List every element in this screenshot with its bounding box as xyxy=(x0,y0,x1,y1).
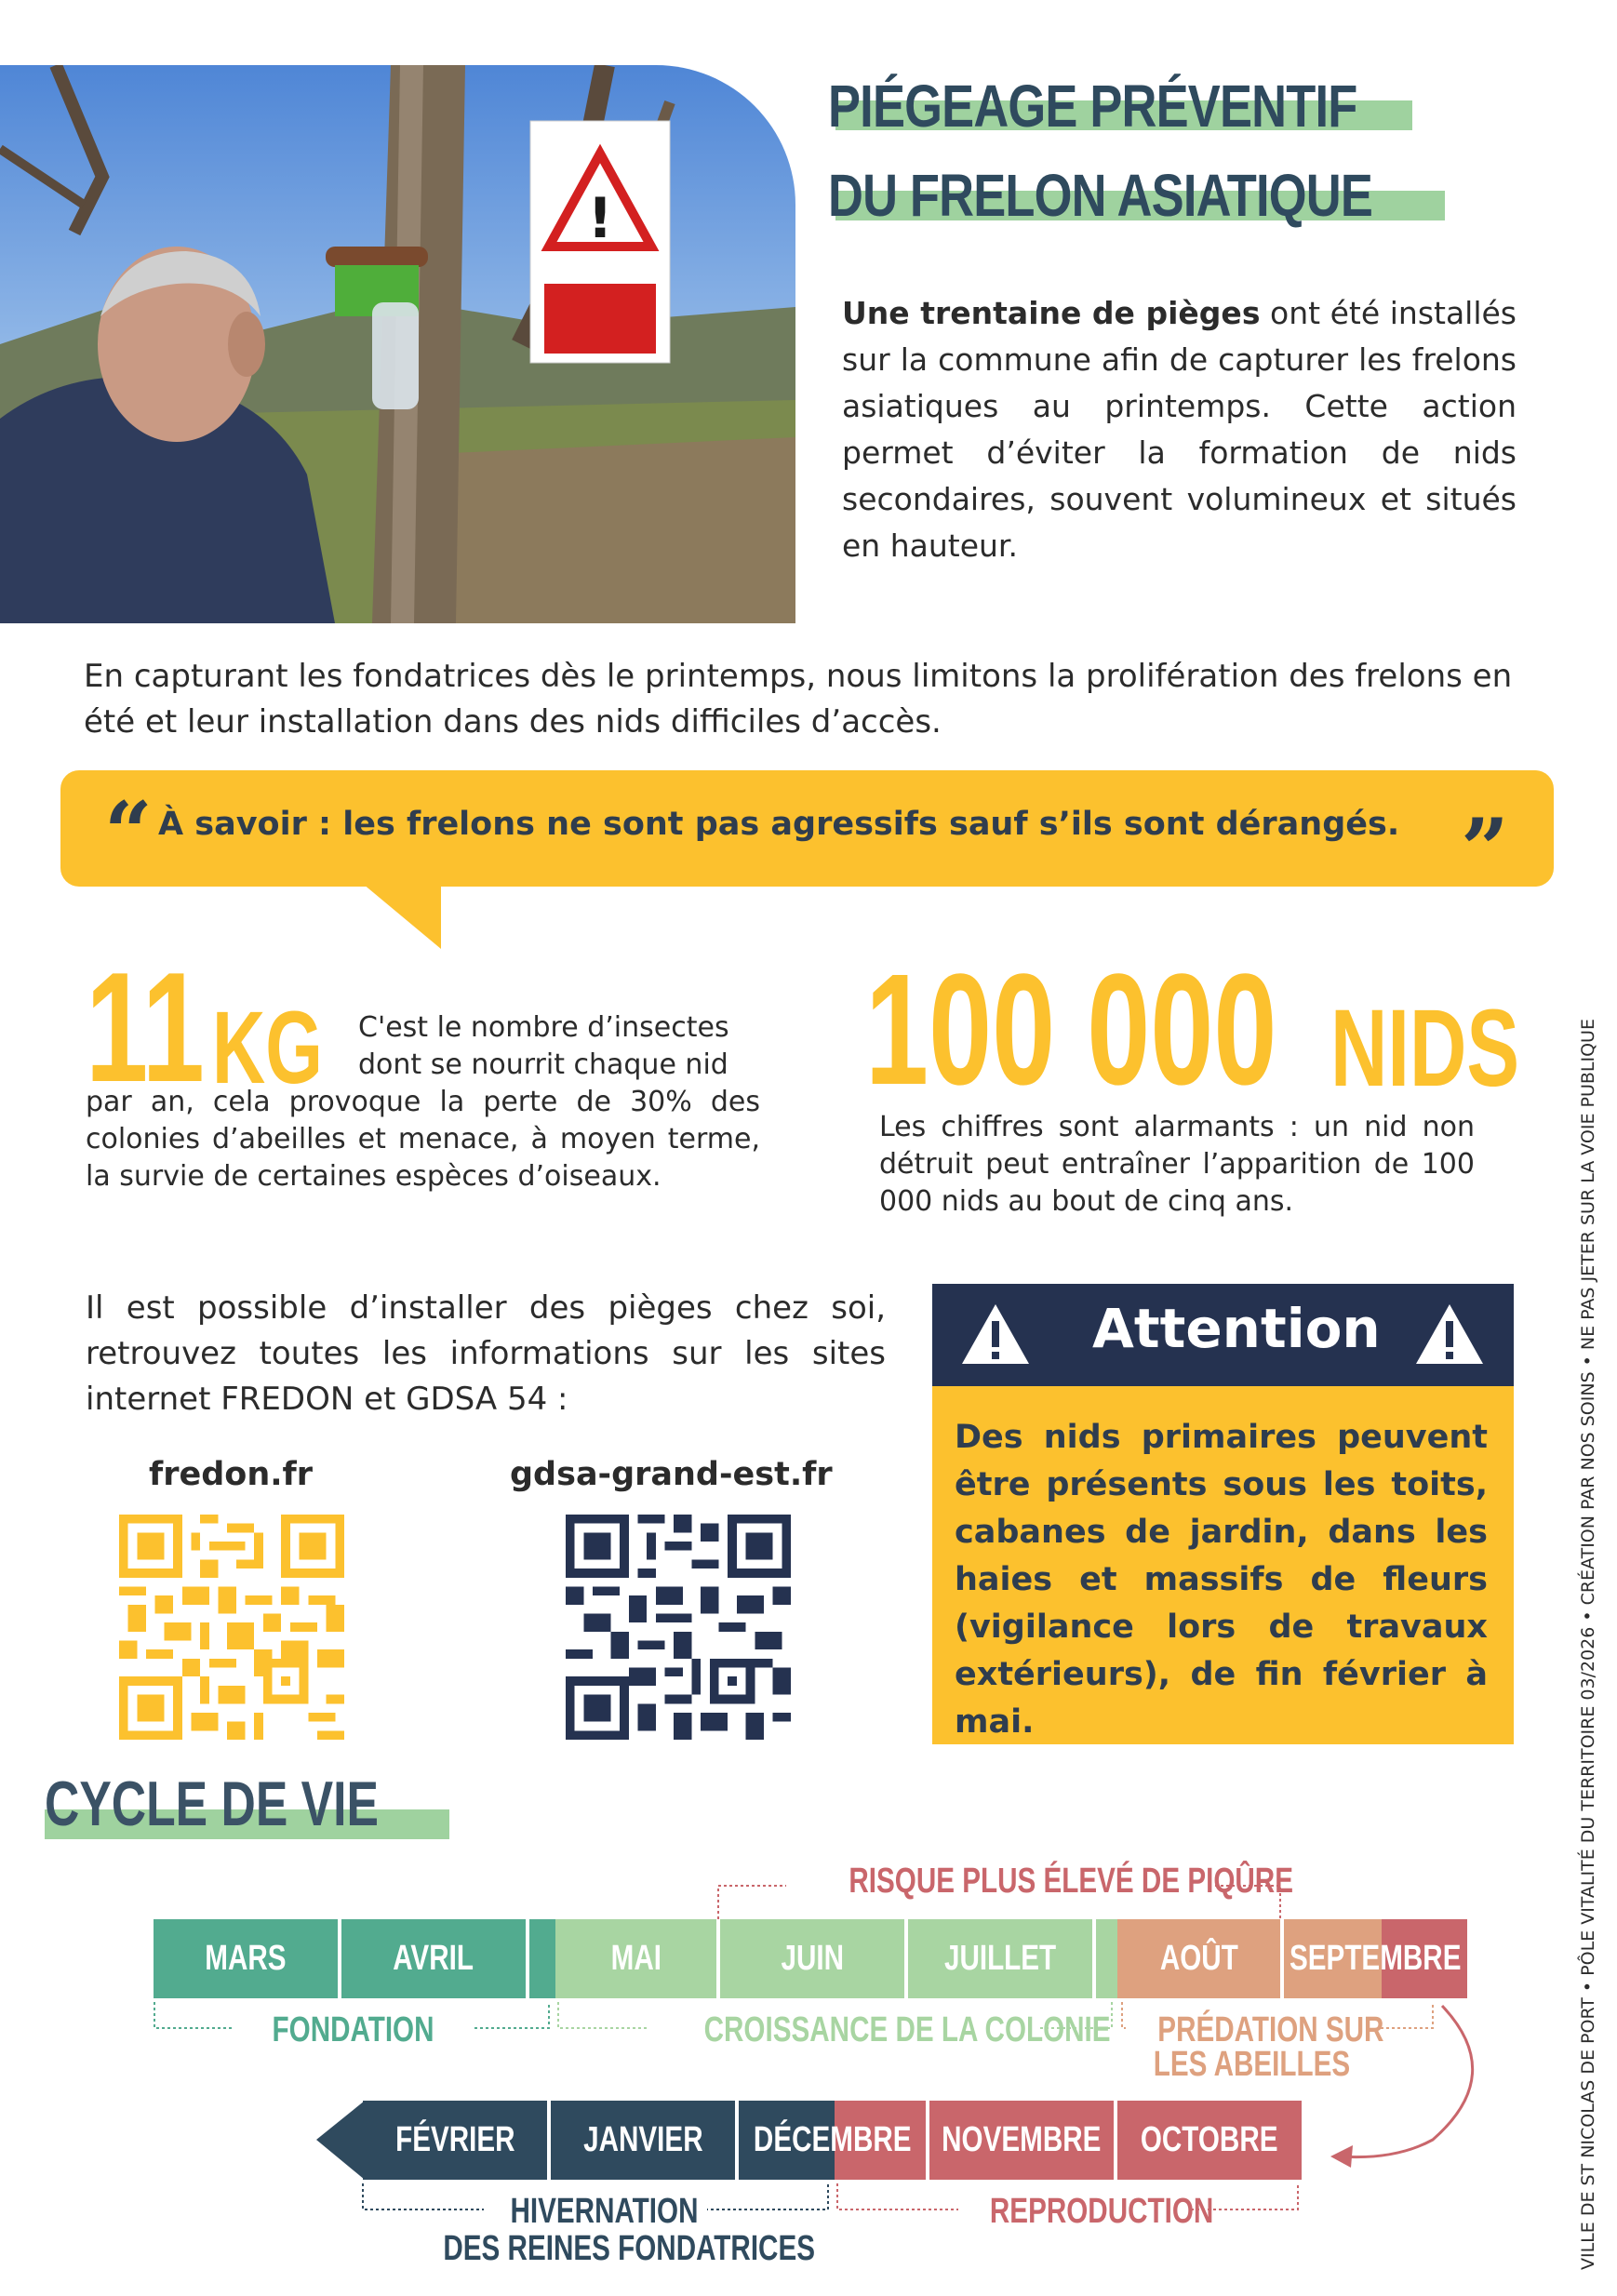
stat1-number: 11 xyxy=(86,940,205,1115)
phase-predation-line2: LES ABEILLES xyxy=(1153,2045,1351,2084)
phase-reproduction: REPRODUCTION xyxy=(958,2194,1191,2229)
month-decembre: DÉCEMBRE xyxy=(753,2120,912,2159)
warning-icon xyxy=(960,1302,1031,1366)
intro-bold: Une trentaine de pièges xyxy=(842,295,1261,331)
page-title-line2: DU FRELON ASIATIQUE xyxy=(828,162,1373,229)
cycle-arrow-icon xyxy=(1321,2000,1489,2168)
stat1-text-top2: dont se nourrit chaque nid xyxy=(358,1048,728,1081)
month-aout: AOÛT xyxy=(1117,1919,1280,1998)
quote-open-icon: “ xyxy=(104,783,153,882)
month-mars: MARS xyxy=(154,1919,338,1998)
stat1-text-body: par an, cela provoque la perte de 30% des colonies d’abeilles et menace, à moyen terme, la survie de certaines espèces d’oiseaux. xyxy=(86,1086,760,1193)
vertical-footer-text: VILLE DE ST NICOLAS DE PORT • PÔLE VITALITÉ DU TERRITOIRE 03/2026 • CRÉATION PAR NOS SOINS • NE PAS JETER SUR LA VOIE PUBLIQUE xyxy=(1578,1019,1598,2270)
stat1-text-top1: C'est le nombre d’insectes xyxy=(358,1011,729,1044)
intro-rest: ont été installés sur la commune afin de capturer les frelons asiatiques au printemps. Cette action permet d’éviter la formation de nids secondaires, souvent volumineux et situés en hauteur. xyxy=(842,295,1517,564)
month-avril: AVRIL xyxy=(341,1919,526,1998)
lead-paragraph: En capturant les fondatrices dès le printemps, nous limitons la prolifération des frelons en été et leur installation dans des nids difficiles d’accès. xyxy=(84,658,1513,741)
attention-title: Attention xyxy=(1092,1297,1381,1360)
bubble-tail xyxy=(363,884,447,951)
month-juin: JUIN xyxy=(720,1919,904,1998)
svg-text:!: ! xyxy=(587,186,613,251)
fredon-qr-code[interactable] xyxy=(119,1515,344,1740)
stat2-text: Les chiffres sont alarmants : un nid non détruit peut entraîner l’apparition de 100 000 nids au bout de cinq ans. xyxy=(879,1111,1475,1218)
month-juillet: JUILLET xyxy=(908,1919,1092,1998)
month-segment xyxy=(1096,1919,1117,1998)
month-janvier: JANVIER xyxy=(551,2101,735,2180)
phase-fondation: FONDATION xyxy=(233,2012,474,2048)
site1-label[interactable]: fredon.fr xyxy=(149,1456,314,1493)
gdsa-qr-code[interactable] xyxy=(566,1515,791,1740)
install-paragraph: Il est possible d’installer des pièges chez soi, retrouvez toutes les informations sur les sites internet FREDON et GDSA 54 : xyxy=(86,1289,886,1418)
phase-hivernation-line1: HIVERNATION xyxy=(484,2194,707,2229)
phase-predation-line1: PRÉDATION SUR xyxy=(1126,2012,1377,2048)
month-septembre: SEPTEMBRE xyxy=(1290,1939,1462,1978)
month-fevrier: FÉVRIER xyxy=(363,2101,547,2180)
month-segment xyxy=(529,1919,555,1998)
attention-header xyxy=(932,1284,1514,1386)
phase-hivernation-line2: DES REINES FONDATRICES xyxy=(443,2229,815,2268)
hornet-trap-photo xyxy=(0,65,795,623)
quote-close-icon: ” xyxy=(1461,800,1509,899)
stat2-number: 100 000 xyxy=(865,941,1277,1118)
risk-label: RISQUE PLUS ÉLEVÉ DE PIQÛRE xyxy=(786,1863,1214,1899)
stat2-unit: NIDS xyxy=(1330,987,1519,1110)
month-octobre: OCTOBRE xyxy=(1117,2101,1302,2180)
phase-croissance: CROISSANCE DE LA COLONIE xyxy=(647,2012,1037,2048)
page-title-line1: PIÉGEAGE PRÉVENTIF xyxy=(828,73,1357,140)
quote-text: À savoir : les frelons ne sont pas agressifs sauf s’ils sont dérangés. xyxy=(158,806,1400,843)
warning-icon xyxy=(1414,1302,1485,1366)
stat1-unit: KG xyxy=(212,991,323,1105)
row2-arrow-icon xyxy=(316,2101,365,2180)
month-novembre: NOVEMBRE xyxy=(929,2101,1114,2180)
cycle-title: CYCLE DE VIE xyxy=(45,1769,379,1839)
attention-body: Des nids primaires peuvent être présents sous les toits, cabanes de jardin, dans les haies et massifs de fleurs (vigilance lors de travaux extérieurs), de fin février à mai. xyxy=(932,1386,1514,1744)
month-mai: MAI xyxy=(555,1919,716,1998)
intro-paragraph xyxy=(842,290,1517,569)
site2-label[interactable]: gdsa-grand-est.fr xyxy=(510,1456,833,1493)
